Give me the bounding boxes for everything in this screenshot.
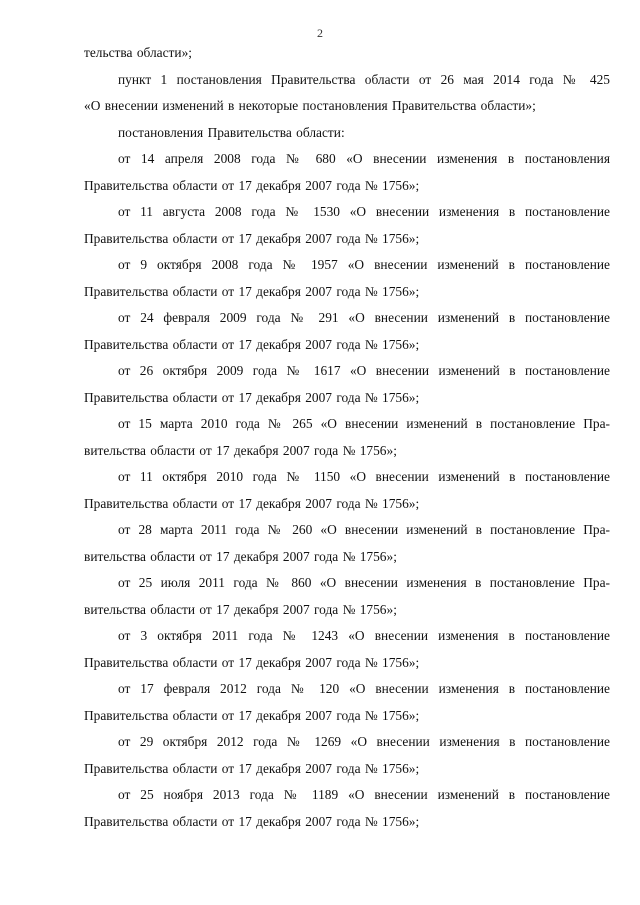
text-line: от 24 февраля 2009 года № 291 «О внесении изменений в постановление <box>118 310 610 325</box>
paragraph <box>84 40 610 67</box>
paragraph <box>84 305 610 358</box>
text-line: от 14 апреля 2008 года № 680 «О внесении изменения в постановления <box>118 151 610 166</box>
paragraph <box>84 358 610 411</box>
paragraph <box>84 782 610 835</box>
paragraph <box>84 120 610 147</box>
text-line: от 25 ноября 2013 года № 1189 «О внесении изменений в постановление <box>118 787 610 802</box>
text-line: от 11 августа 2008 года № 1530 «О внесении изменения в постановление <box>118 204 610 219</box>
text-line: от 3 октября 2011 года № 1243 «О внесении изменения в постановление <box>118 628 610 643</box>
text-line: Правительства области от 17 декабря 2007 года № 1756»; <box>84 177 420 193</box>
paragraph <box>84 67 610 120</box>
paragraph <box>84 729 610 782</box>
paragraph <box>84 570 610 623</box>
text-line: от 15 марта 2010 года № 265 «О внесении изменений в постановление Пра- <box>118 416 610 431</box>
text-line: Правительства области от 17 декабря 2007 года № 1756»; <box>84 654 420 670</box>
text-line: «О внесении изменений в некоторые постановления Правительства области»; <box>84 98 536 113</box>
text-line: вительства области от 17 декабря 2007 года № 1756»; <box>84 548 397 564</box>
paragraph <box>84 146 610 199</box>
paragraph <box>84 252 610 305</box>
paragraph <box>84 676 610 729</box>
text-line: от 17 февраля 2012 года № 120 «О внесении изменения в постановление <box>118 681 610 696</box>
text-line: от 25 июля 2011 года № 860 «О внесении изменения в постановление Пра- <box>118 575 610 590</box>
paragraph <box>84 199 610 252</box>
text-line: от 11 октября 2010 года № 1150 «О внесении изменений в постановление <box>118 469 610 484</box>
text-line: Правительства области от 17 декабря 2007 года № 1756»; <box>84 495 420 511</box>
text-line: Правительства области от 17 декабря 2007 года № 1756»; <box>84 230 420 246</box>
document-body <box>84 40 610 835</box>
paragraph <box>84 623 610 676</box>
text-line: тельства области»; <box>84 45 192 60</box>
paragraph <box>84 517 610 570</box>
text-line: Правительства области от 17 декабря 2007 года № 1756»; <box>84 389 420 405</box>
text-line: от 26 октября 2009 года № 1617 «О внесении изменений в постановление <box>118 363 610 378</box>
text-line: пункт 1 постановления Правительства области от 26 мая 2014 года № 425 <box>118 71 610 87</box>
text-line: вительства области от 17 декабря 2007 года № 1756»; <box>84 442 397 458</box>
text-line: Правительства области от 17 декабря 2007 года № 1756»; <box>84 336 420 352</box>
text-line: постановления Правительства области: <box>118 124 345 140</box>
text-line: Правительства области от 17 декабря 2007 года № 1756»; <box>84 283 420 299</box>
text-line: вительства области от 17 декабря 2007 года № 1756»; <box>84 601 397 617</box>
text-line: Правительства области от 17 декабря 2007 года № 1756»; <box>84 707 420 723</box>
paragraph <box>84 464 610 517</box>
text-line: Правительства области от 17 декабря 2007 года № 1756»; <box>84 813 420 829</box>
page-number: 2 <box>317 26 323 40</box>
text-line: от 9 октября 2008 года № 1957 «О внесении изменений в постановление <box>118 257 610 272</box>
text-line: от 28 марта 2011 года № 260 «О внесении изменений в постановление Пра- <box>118 522 610 537</box>
text-line: от 29 октября 2012 года № 1269 «О внесении изменения в постановление <box>118 734 610 749</box>
text-line: Правительства области от 17 декабря 2007 года № 1756»; <box>84 760 420 776</box>
paragraph <box>84 411 610 464</box>
